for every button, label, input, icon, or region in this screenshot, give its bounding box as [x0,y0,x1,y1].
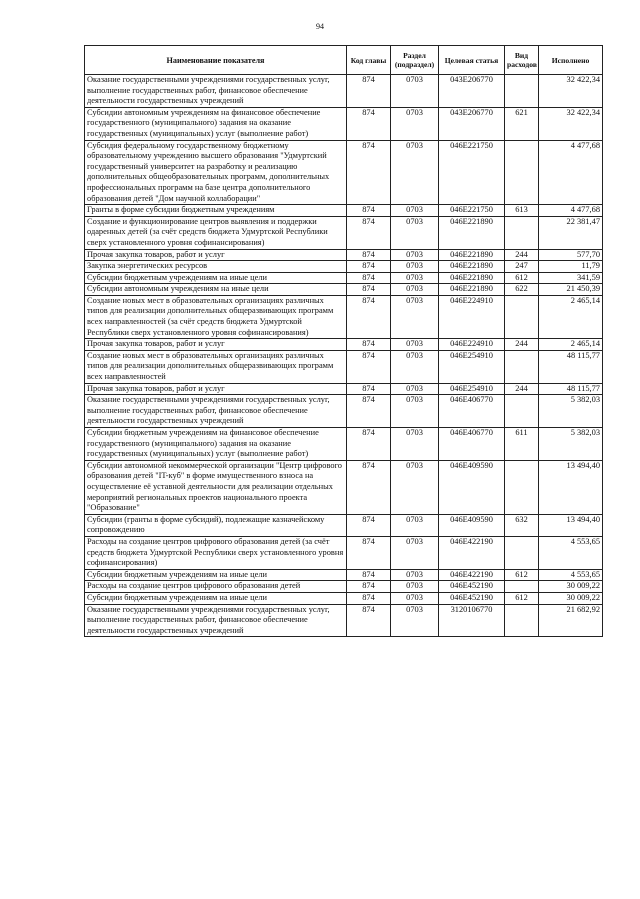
cell-section: 0703 [391,395,439,428]
header-target: Целевая статья [439,46,505,75]
cell-section: 0703 [391,383,439,395]
cell-expense-type [505,295,539,338]
cell-chapter: 874 [347,205,391,217]
cell-chapter: 874 [347,383,391,395]
table-row [85,395,603,428]
cell-section: 0703 [391,261,439,273]
table-row [85,383,603,395]
cell-amount: 4 553,65 [539,569,603,581]
cell-expense-type: 632 [505,514,539,536]
cell-target: 046E221890 [439,261,505,273]
cell-section: 0703 [391,569,439,581]
table-row [85,350,603,383]
cell-chapter: 874 [347,395,391,428]
cell-expense-type [505,460,539,514]
cell-section: 0703 [391,604,439,637]
cell-name: Субсидия федеральному государственному бюджетному образовательному учреждению высшего образования "Удмуртский государственный университет на разработку и реализацию дополнительных общеобразовательных программ, дополнительных профессиональных программ на базе центра дополнительного образования детей "Дом научной коллаборации" [85,140,347,205]
cell-amount: 341,59 [539,272,603,284]
header-executed: Исполнено [539,46,603,75]
cell-name: Создание новых мест в образовательных организациях различных типов для реализации дополнительных общеразвивающих программ всех направленностей [85,350,347,383]
cell-section: 0703 [391,514,439,536]
cell-name: Субсидии (гранты в форме субсидий), подлежащие казначейскому сопровождению [85,514,347,536]
table-row [85,514,603,536]
cell-section: 0703 [391,350,439,383]
cell-chapter: 874 [347,350,391,383]
cell-target: 046E221750 [439,205,505,217]
cell-target: 046E422190 [439,536,505,569]
cell-expense-type: 247 [505,261,539,273]
cell-amount: 21 450,39 [539,284,603,296]
table-row [85,339,603,351]
header-name: Наименование показателя [85,46,347,75]
cell-section: 0703 [391,428,439,461]
cell-expense-type: 621 [505,107,539,140]
cell-expense-type: 612 [505,569,539,581]
cell-target: 046E452190 [439,592,505,604]
cell-section: 0703 [391,140,439,205]
cell-name: Субсидии бюджетным учреждениям на иные цели [85,592,347,604]
cell-name: Закупка энергетических ресурсов [85,261,347,273]
cell-amount: 30 009,22 [539,581,603,593]
cell-amount: 13 494,40 [539,460,603,514]
cell-amount: 5 382,03 [539,428,603,461]
table-row [85,536,603,569]
table-row [85,249,603,261]
cell-amount: 2 465,14 [539,295,603,338]
table-row [85,75,603,108]
header-section: Раздел (подраздел) [391,46,439,75]
cell-expense-type: 612 [505,592,539,604]
cell-amount: 577,70 [539,249,603,261]
cell-target: 046E254910 [439,383,505,395]
cell-section: 0703 [391,249,439,261]
cell-name: Субсидии автономной некоммерческой организации "Центр цифрового образования детей "IT-куб" в форме имущественного взноса на осуществление её уставной деятельности для реализации отдельных мероприятий региональных проектов национального проекта "Образование" [85,460,347,514]
cell-expense-type [505,536,539,569]
cell-expense-type: 244 [505,249,539,261]
cell-target: 046E406770 [439,395,505,428]
cell-expense-type [505,395,539,428]
cell-amount: 32 422,34 [539,75,603,108]
cell-amount: 4 477,68 [539,140,603,205]
cell-expense-type [505,350,539,383]
cell-name: Прочая закупка товаров, работ и услуг [85,339,347,351]
cell-target: 043E206770 [439,75,505,108]
cell-name: Оказание государственными учреждениями государственных услуг, выполнение государственных работ, финансовое обеспечение деятельности государственных учреждений [85,75,347,108]
cell-expense-type: 611 [505,428,539,461]
cell-name: Субсидии бюджетным учреждениям на иные цели [85,272,347,284]
cell-target: 046E422190 [439,569,505,581]
cell-chapter: 874 [347,569,391,581]
cell-name: Расходы на создание центров цифрового образования детей (за счёт средств бюджета Удмуртской Республики сверх установленного уровня софинансирования) [85,536,347,569]
expenditure-table [84,45,603,637]
table-header-row [85,46,603,75]
table-row [85,295,603,338]
cell-target: 046E221750 [439,140,505,205]
table-row [85,205,603,217]
cell-name: Субсидии бюджетным учреждениям на иные цели [85,569,347,581]
cell-name: Оказание государственными учреждениями государственных услуг, выполнение государственных работ, финансовое обеспечение деятельности государственных учреждений [85,395,347,428]
table-row [85,284,603,296]
cell-chapter: 874 [347,604,391,637]
table-row [85,261,603,273]
cell-target: 046E409590 [439,460,505,514]
cell-amount: 13 494,40 [539,514,603,536]
table-row [85,216,603,249]
cell-target: 046E224910 [439,339,505,351]
cell-name: Создание новых мест в образовательных организациях различных типов для реализации дополнительных общеразвивающих программ всех направленностей (за счёт средств бюджета Удмуртской Республики сверх установленного уровня софинансирования) [85,295,347,338]
cell-target: 046E221890 [439,216,505,249]
cell-chapter: 874 [347,107,391,140]
cell-amount: 2 465,14 [539,339,603,351]
cell-name: Субсидии автономным учреждениям на финансовое обеспечение государственного (муниципального) задания на оказание государственных (муниципальных) услуг (выполнение работ) [85,107,347,140]
cell-chapter: 874 [347,581,391,593]
cell-target: 3120106770 [439,604,505,637]
cell-amount: 21 682,92 [539,604,603,637]
cell-amount: 30 009,22 [539,592,603,604]
cell-target: 046E221890 [439,284,505,296]
cell-chapter: 874 [347,272,391,284]
cell-target: 046E224910 [439,295,505,338]
cell-name: Оказание государственными учреждениями государственных услуг, выполнение государственных работ, финансовое обеспечение деятельности государственных учреждений [85,604,347,637]
header-expense-type: Вид расходов [505,46,539,75]
cell-amount: 5 382,03 [539,395,603,428]
cell-expense-type [505,604,539,637]
cell-chapter: 874 [347,216,391,249]
cell-section: 0703 [391,107,439,140]
cell-amount: 11,79 [539,261,603,273]
cell-expense-type: 244 [505,383,539,395]
cell-chapter: 874 [347,249,391,261]
cell-section: 0703 [391,205,439,217]
cell-amount: 48 115,77 [539,383,603,395]
cell-chapter: 874 [347,75,391,108]
cell-section: 0703 [391,75,439,108]
cell-chapter: 874 [347,339,391,351]
cell-section: 0703 [391,216,439,249]
table-row [85,581,603,593]
table-row [85,604,603,637]
cell-chapter: 874 [347,592,391,604]
cell-name: Прочая закупка товаров, работ и услуг [85,383,347,395]
cell-name: Прочая закупка товаров, работ и услуг [85,249,347,261]
cell-target: 046E254910 [439,350,505,383]
cell-amount: 22 381,47 [539,216,603,249]
table-row [85,107,603,140]
cell-chapter: 874 [347,460,391,514]
cell-expense-type: 613 [505,205,539,217]
table-row [85,272,603,284]
cell-section: 0703 [391,295,439,338]
cell-target: 046E221890 [439,272,505,284]
cell-chapter: 874 [347,295,391,338]
cell-section: 0703 [391,536,439,569]
page-number: 94 [316,22,324,31]
table-row [85,569,603,581]
cell-target: 046E452190 [439,581,505,593]
cell-section: 0703 [391,284,439,296]
cell-expense-type [505,140,539,205]
cell-expense-type: 244 [505,339,539,351]
cell-target: 046E409590 [439,514,505,536]
cell-name: Субсидии бюджетным учреждениям на финансовое обеспечение государственного (муниципального) задания на оказание государственных (муниципальных) услуг (выполнение работ) [85,428,347,461]
table-row [85,460,603,514]
cell-section: 0703 [391,592,439,604]
cell-target: 043E206770 [439,107,505,140]
cell-chapter: 874 [347,140,391,205]
cell-chapter: 874 [347,428,391,461]
cell-target: 046E406770 [439,428,505,461]
cell-section: 0703 [391,581,439,593]
cell-expense-type [505,581,539,593]
cell-section: 0703 [391,460,439,514]
cell-chapter: 874 [347,514,391,536]
cell-name: Расходы на создание центров цифрового образования детей [85,581,347,593]
cell-chapter: 874 [347,284,391,296]
table-row [85,140,603,205]
cell-expense-type [505,216,539,249]
cell-name: Создание и функционирование центров выявления и поддержки одаренных детей (за счёт средств бюджета Удмуртской Республики сверх установленного уровня софинансирования) [85,216,347,249]
cell-target: 046E221890 [439,249,505,261]
cell-chapter: 874 [347,261,391,273]
cell-amount: 32 422,34 [539,107,603,140]
cell-chapter: 874 [347,536,391,569]
cell-expense-type: 612 [505,272,539,284]
cell-amount: 4 477,68 [539,205,603,217]
header-chapter: Код главы [347,46,391,75]
cell-expense-type [505,75,539,108]
table-row [85,592,603,604]
cell-name: Гранты в форме субсидии бюджетным учреждениям [85,205,347,217]
cell-amount: 4 553,65 [539,536,603,569]
cell-amount: 48 115,77 [539,350,603,383]
table-row [85,428,603,461]
cell-section: 0703 [391,339,439,351]
cell-section: 0703 [391,272,439,284]
cell-expense-type: 622 [505,284,539,296]
cell-name: Субсидии автономным учреждениям на иные цели [85,284,347,296]
